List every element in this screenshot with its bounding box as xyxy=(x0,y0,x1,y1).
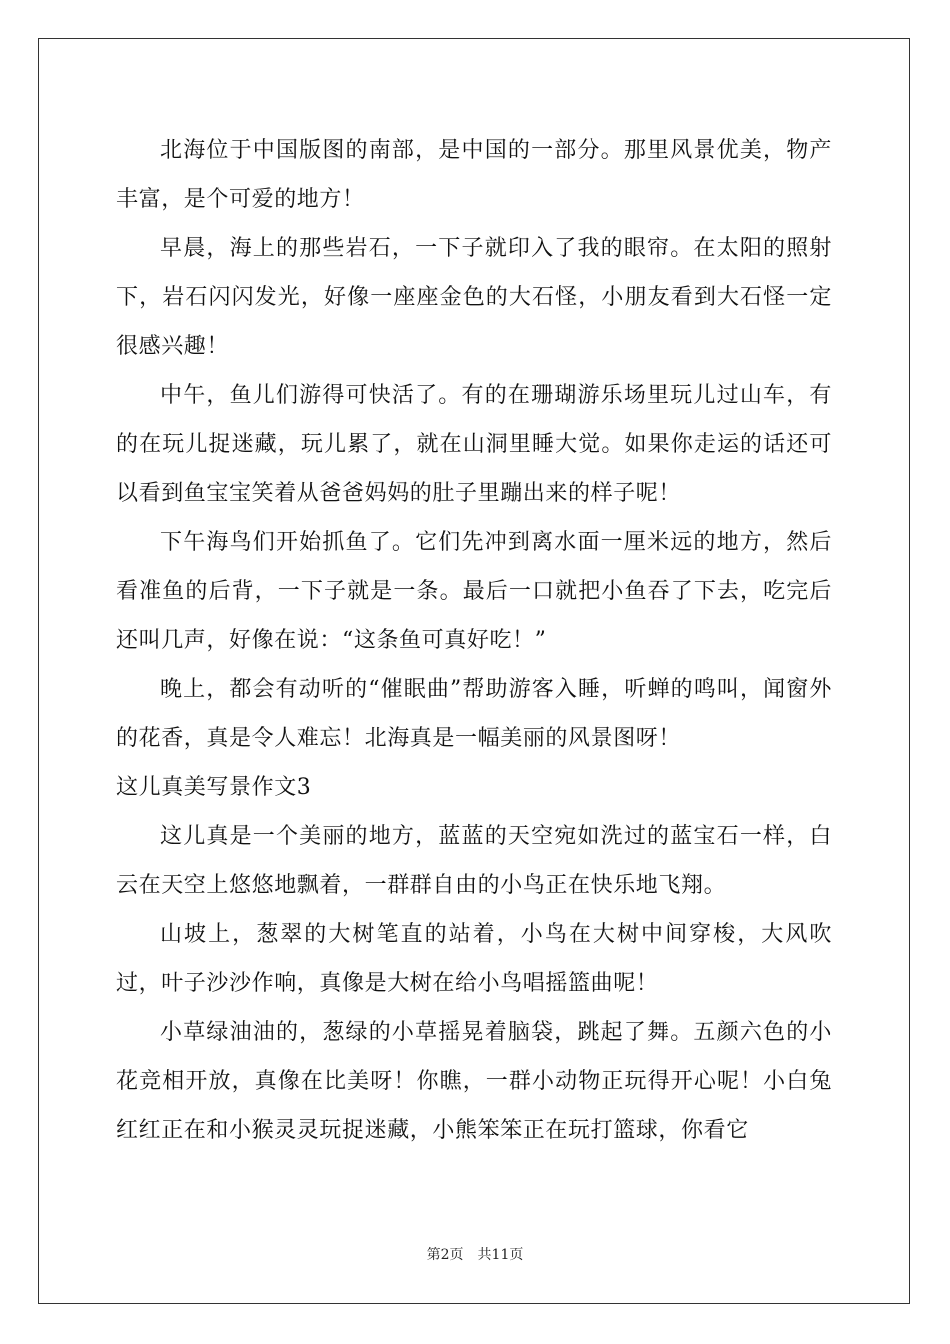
section-heading: 这儿真美写景作文3 xyxy=(116,775,312,800)
page-total: 共11页 xyxy=(477,1247,524,1263)
document-body xyxy=(116,126,832,1155)
page-number: 第2页 xyxy=(426,1247,464,1263)
paragraph: 早晨，海上的那些岩石，一下子就印入了我的眼帘。在太阳的照射下，岩石闪闪发光，好像一座座金色的大石怪，小朋友看到大石怪一定很感兴趣！ xyxy=(116,236,832,359)
paragraph: 中午，鱼儿们游得可快活了。有的在珊瑚游乐场里玩儿过山车，有的在玩儿捉迷藏，玩儿累了，就在山洞里睡大觉。如果你走运的话还可以看到鱼宝宝笑着从爸爸妈妈的肚子里蹦出来的样子呢！ xyxy=(116,383,832,506)
paragraph: 晚上，都会有动听的“催眠曲”帮助游客入睡，听蝉的鸣叫，闻窗外的花香，真是令人难忘！北海真是一幅美丽的风景图呀！ xyxy=(116,677,832,751)
page-footer xyxy=(0,1245,950,1265)
paragraph: 北海位于中国版图的南部，是中国的一部分。那里风景优美，物产丰富，是个可爱的地方！ xyxy=(116,138,832,212)
paragraph: 小草绿油油的，葱绿的小草摇晃着脑袋，跳起了舞。五颜六色的小花竞相开放，真像在比美呀！你瞧，一群小动物正玩得开心呢！小白兔红红正在和小猴灵灵玩捉迷藏，小熊笨笨正在玩打篮球，你看它 xyxy=(116,1020,832,1143)
paragraph: 下午海鸟们开始抓鱼了。它们先冲到离水面一厘米远的地方，然后看准鱼的后背，一下子就是一条。最后一口就把小鱼吞了下去，吃完后还叫几声，好像在说：“这条鱼可真好吃！” xyxy=(116,530,832,653)
paragraph: 这儿真是一个美丽的地方，蓝蓝的天空宛如洗过的蓝宝石一样，白云在天空上悠悠地飘着，一群群自由的小鸟正在快乐地飞翔。 xyxy=(116,824,832,898)
paragraph: 山坡上，葱翠的大树笔直的站着，小鸟在大树中间穿梭，大风吹过，叶子沙沙作响，真像是大树在给小鸟唱摇篮曲呢！ xyxy=(116,922,832,996)
